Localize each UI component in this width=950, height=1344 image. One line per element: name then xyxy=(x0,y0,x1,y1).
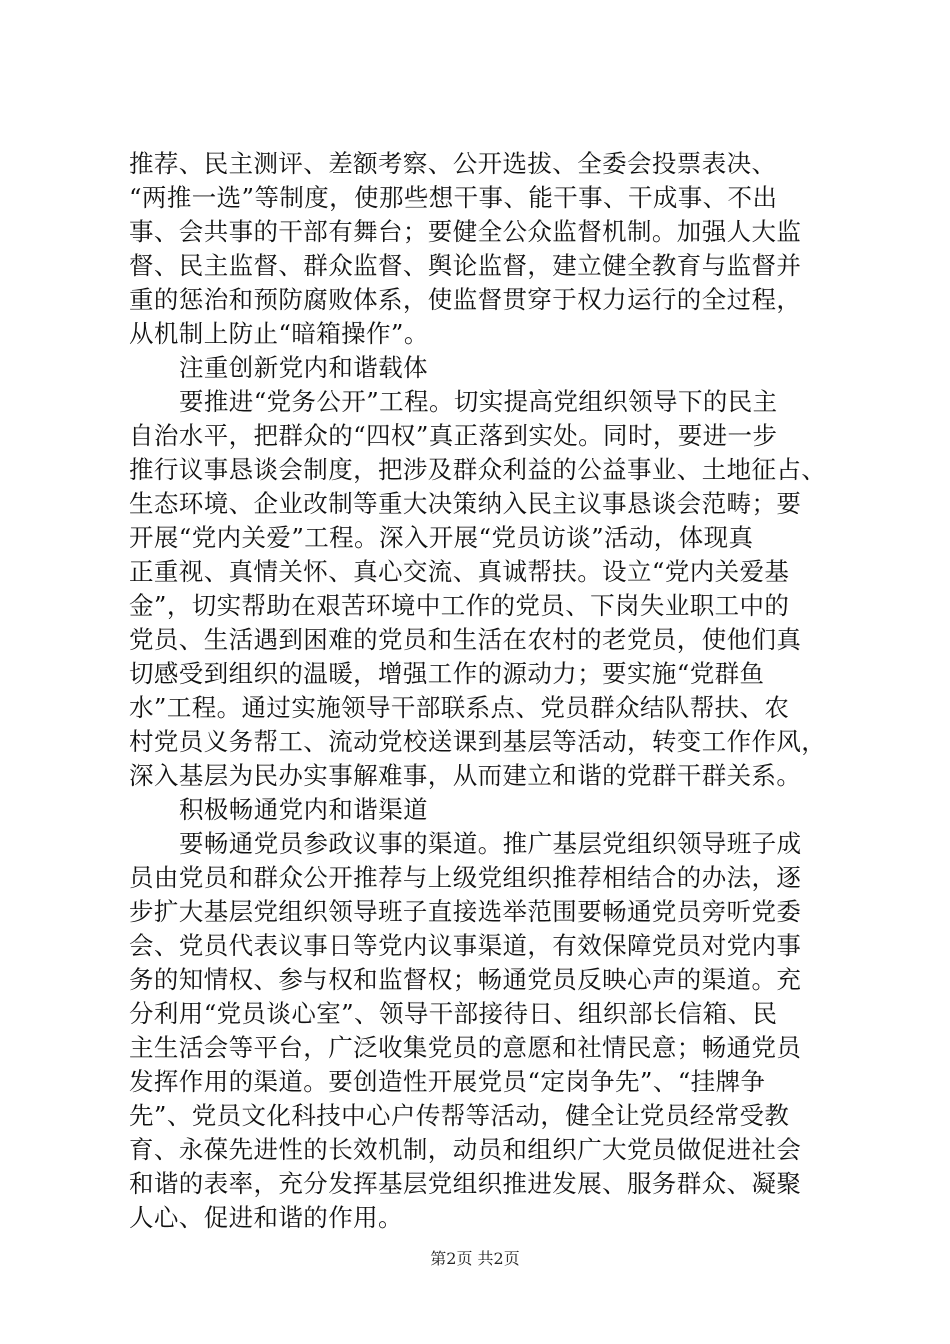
text-line: 推荐、民主测评、差额考察、公开选拔、全委会投票表决、 xyxy=(129,149,777,178)
text-line: 分利用“党员谈心室”、领导干部接待日、组织部长信箱、民 xyxy=(129,999,778,1028)
text-line: 开展“党内关爱”工程。深入开展“党员访谈”活动，体现真 xyxy=(129,523,754,552)
section-heading: 注重创新党内和谐载体 xyxy=(179,353,428,382)
text-line: 重的惩治和预防腐败体系，使监督贯穿于权力运行的全过程， xyxy=(129,285,802,314)
text-line: 育、永葆先进性的长效机制，动员和组织广大党员做促进社会 xyxy=(129,1135,802,1164)
text-line: 发挥作用的渠道。要创造性开展党员“定岗争先”、“挂牌争 xyxy=(129,1067,766,1096)
text-line: 步扩大基层党组织领导班子直接选举范围要畅通党员旁听党委 xyxy=(129,897,802,926)
text-line: 切感受到组织的温暖，增强工作的源动力；要实施“党群鱼 xyxy=(129,659,765,688)
text-line: 务的知情权、参与权和监督权；畅通党员反映心声的渠道。充 xyxy=(129,965,802,994)
text-line: 主生活会等平台，广泛收集党员的意愿和社情民意；畅通党员 xyxy=(129,1033,802,1062)
text-line: 生态环境、企业改制等重大决策纳入民主议事恳谈会范畴；要 xyxy=(129,489,802,518)
text-line: 正重视、真情关怀、真心交流、真诚帮扶。设立“党内关爱基 xyxy=(129,557,790,586)
page-number: 第2页 共2页 xyxy=(430,1249,520,1268)
text-line: “两推一选”等制度，使那些想干事、能干事、干成事、不出 xyxy=(129,183,778,212)
text-line: 先”、党员文化科技中心户传帮等活动，健全让党员经常受教 xyxy=(129,1101,790,1130)
text-line: 要推进“党务公开”工程。切实提高党组织领导下的民主 xyxy=(179,387,778,416)
text-line: 从机制上防止“暗箱操作”。 xyxy=(129,319,429,348)
text-line: 事、会共事的干部有舞台；要健全公众监督机制。加强人大监 xyxy=(129,217,802,246)
section-heading: 积极畅通党内和谐渠道 xyxy=(179,795,428,824)
text-line: 员由党员和群众公开推荐与上级党组织推荐相结合的办法，逐 xyxy=(129,863,802,892)
text-line: 要畅通党员参政议事的渠道。推广基层党组织领导班子成 xyxy=(179,829,802,858)
text-line: 人心、促进和谐的作用。 xyxy=(129,1203,403,1232)
text-line: 金”，切实帮助在艰苦环境中工作的党员、下岗失业职工中的 xyxy=(129,591,790,620)
text-line: 自治水平，把群众的“四权”真正落到实处。同时，要进一步 xyxy=(129,421,778,450)
text-line: 会、党员代表议事日等党内议事渠道，有效保障党员对党内事 xyxy=(129,931,802,960)
text-line: 推行议事恳谈会制度，把涉及群众利益的公益事业、土地征占、 xyxy=(129,455,827,484)
document-body xyxy=(129,147,829,1235)
text-line: 督、民主监督、群众监督、舆论监督，建立健全教育与监督并 xyxy=(129,251,802,280)
text-line: 村党员义务帮工、流动党校送课到基层等活动，转变工作作风， xyxy=(129,727,827,756)
text-line: 水”工程。通过实施领导干部联系点、党员群众结队帮扶、农 xyxy=(129,693,790,722)
text-line: 深入基层为民办实事解难事，从而建立和谐的党群干群关系。 xyxy=(129,761,802,790)
text-line: 党员、生活遇到困难的党员和生活在农村的老党员，使他们真 xyxy=(129,625,802,654)
text-line: 和谐的表率，充分发挥基层党组织推进发展、服务群众、凝聚 xyxy=(129,1169,802,1198)
